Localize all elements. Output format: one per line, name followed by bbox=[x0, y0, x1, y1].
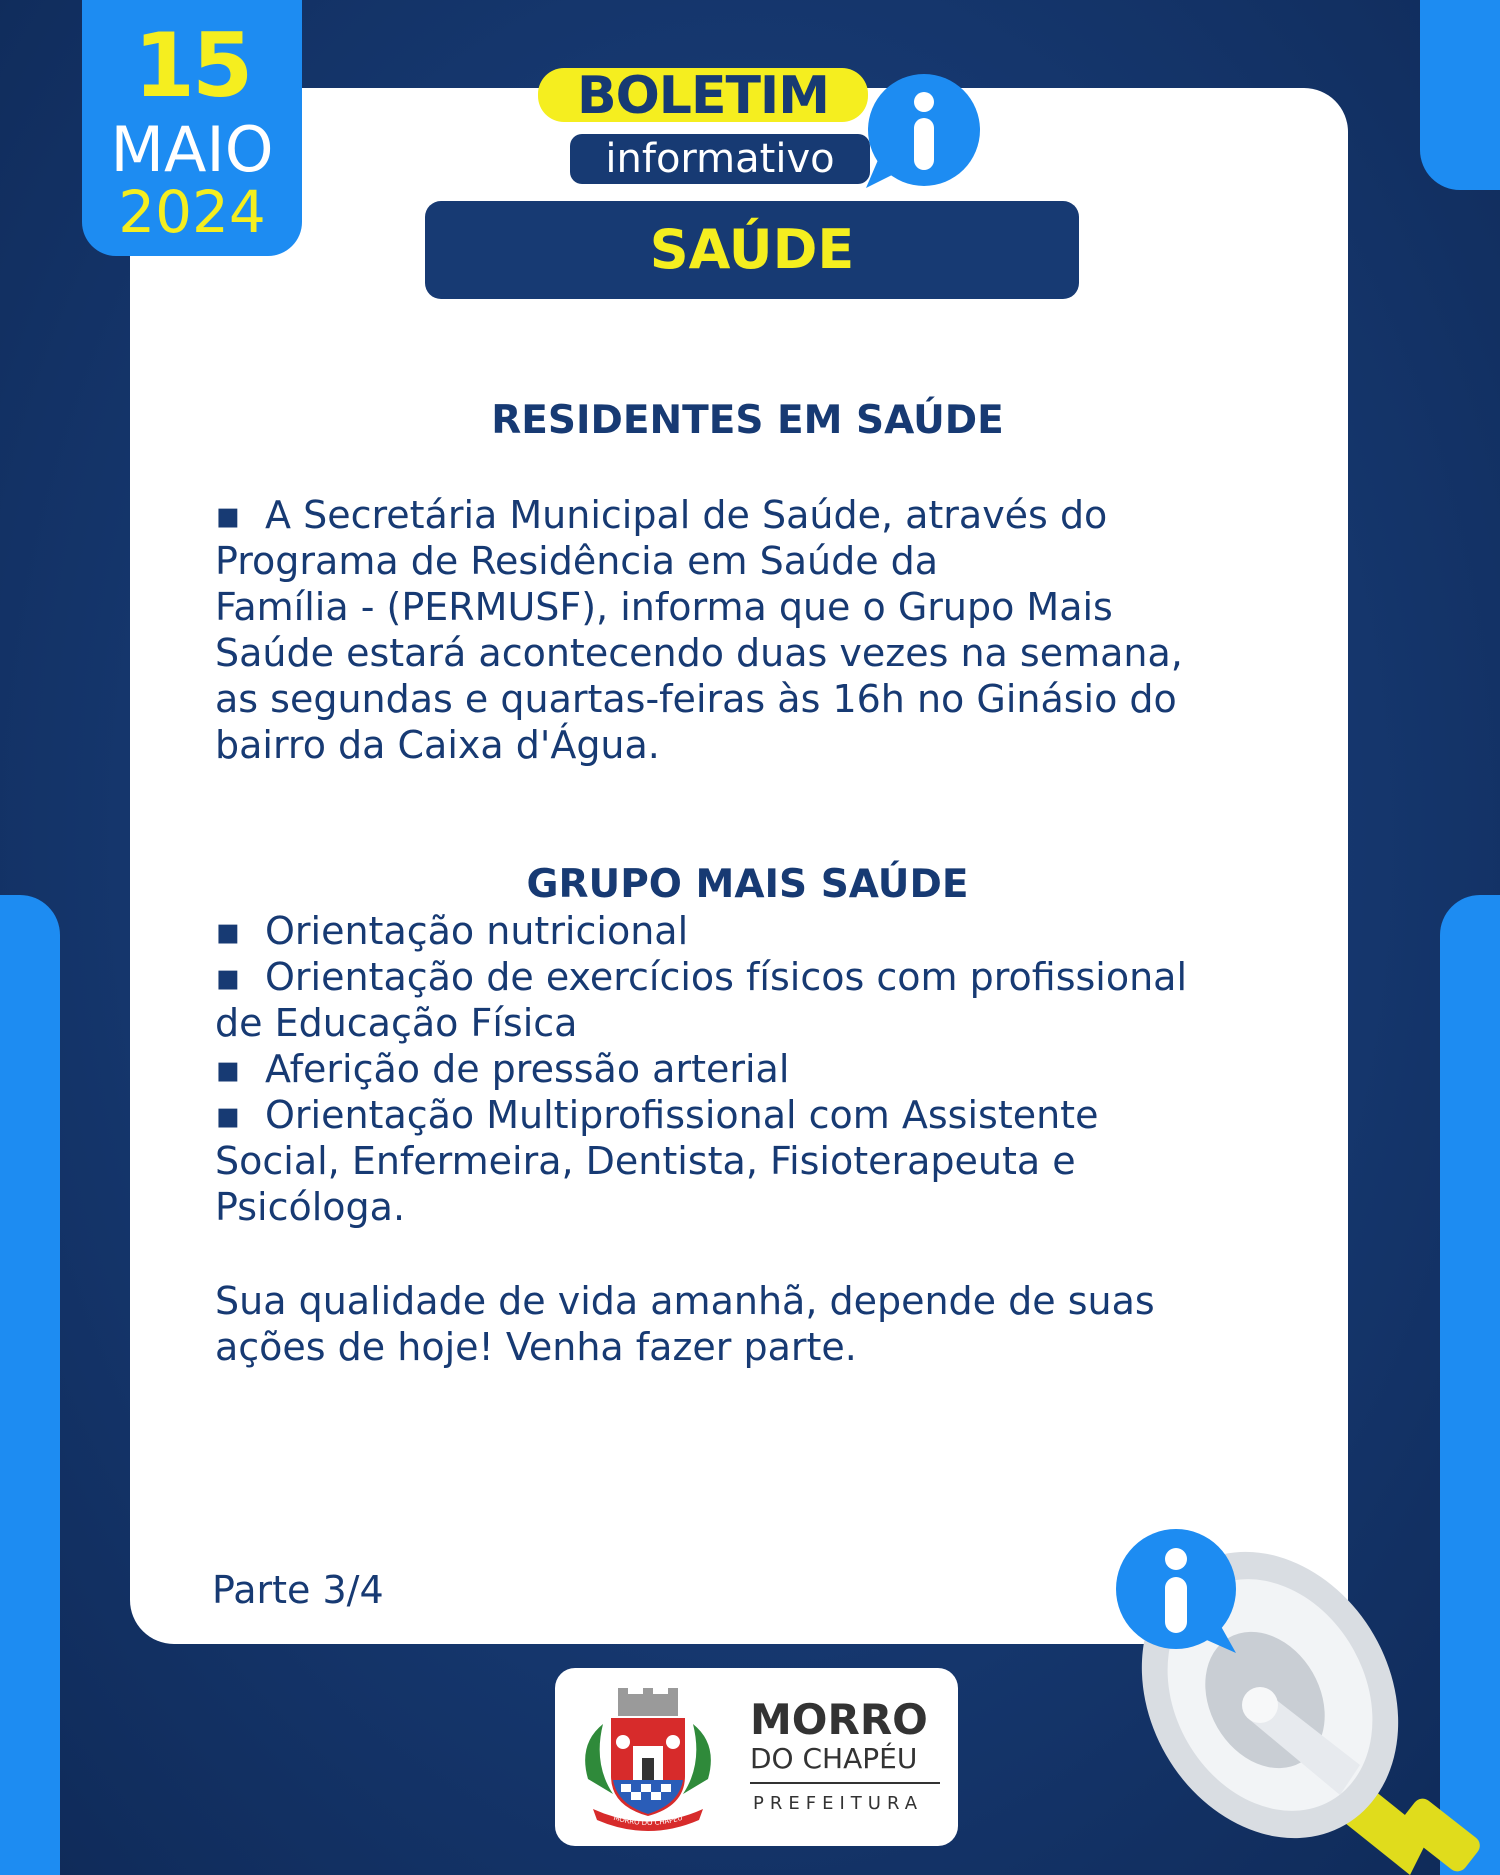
bulletin-subtitle: informativo bbox=[570, 134, 870, 184]
date-month: MAIO bbox=[110, 113, 274, 186]
closing-message bbox=[215, 1278, 1275, 1370]
bullet-icon: ▪ bbox=[215, 955, 241, 999]
bullet-icon: ▪ bbox=[215, 1093, 241, 1137]
logo-line-morro: MORRO bbox=[750, 1695, 928, 1744]
info-bubble-icon bbox=[858, 68, 986, 196]
closing-line: Sua qualidade de vida amanhã, depende de suas bbox=[215, 1279, 1155, 1323]
logo-line-chapeu: DO CHAPÉU bbox=[750, 1742, 918, 1775]
bullet-icon: ▪ bbox=[215, 909, 241, 953]
paragraph-line: as segundas e quartas-feiras às 16h no Ginásio do bbox=[215, 677, 1177, 721]
residents-paragraph bbox=[215, 492, 1275, 768]
municipal-crest-icon bbox=[573, 1684, 723, 1834]
group-activities-list bbox=[215, 908, 1275, 1230]
logo-line-prefeitura: PREFEITURA bbox=[753, 1793, 924, 1814]
group-heading: GRUPO MAIS SAÚDE bbox=[526, 862, 969, 907]
paragraph-line: Programa de Residência em Saúde da bbox=[215, 539, 939, 583]
part-indicator: Parte 3/4 bbox=[212, 1568, 384, 1612]
date-year: 2024 bbox=[118, 178, 266, 246]
bullet-icon: ▪ bbox=[215, 1047, 241, 1091]
date-day: 15 bbox=[133, 14, 251, 117]
list-item-continuation: Psicóloga. bbox=[215, 1185, 406, 1229]
residents-heading: RESIDENTES EM SAÚDE bbox=[491, 398, 1004, 443]
list-item: ▪ Orientação de exercícios físicos com profissional bbox=[215, 955, 1188, 999]
list-item: ▪ Orientação nutricional bbox=[215, 909, 689, 953]
list-item-continuation: Social, Enfermeira, Dentista, Fisioterapeuta e bbox=[215, 1139, 1076, 1183]
paragraph-line: Saúde estará acontecendo duas vezes na semana, bbox=[215, 631, 1183, 675]
list-item: ▪ Aferição de pressão arterial bbox=[215, 1047, 790, 1091]
paragraph-line: bairro da Caixa d'Água. bbox=[215, 723, 660, 767]
info-bubble-icon bbox=[1108, 1525, 1243, 1660]
section-title: SAÚDE bbox=[425, 201, 1079, 299]
right-top-tab bbox=[1420, 0, 1500, 190]
paragraph-line: Família - (PERMUSF), informa que o Grupo Mais bbox=[215, 585, 1113, 629]
crest-ribbon-text: MORRO DO CHAPÉU bbox=[612, 1813, 684, 1828]
left-side-tab bbox=[0, 895, 60, 1875]
prefeitura-logo bbox=[555, 1668, 958, 1846]
list-item: ▪ Orientação Multiprofissional com Assistente bbox=[215, 1093, 1099, 1137]
date-badge bbox=[82, 0, 302, 256]
bullet-icon: ▪ bbox=[215, 493, 241, 537]
list-item-continuation: de Educação Física bbox=[215, 1001, 578, 1045]
paragraph-line: ▪ A Secretária Municipal de Saúde, através do bbox=[215, 493, 1108, 537]
closing-line: ações de hoje! Venha fazer parte. bbox=[215, 1325, 857, 1369]
logo-divider bbox=[750, 1782, 940, 1784]
bulletin-title: BOLETIM bbox=[538, 68, 868, 122]
